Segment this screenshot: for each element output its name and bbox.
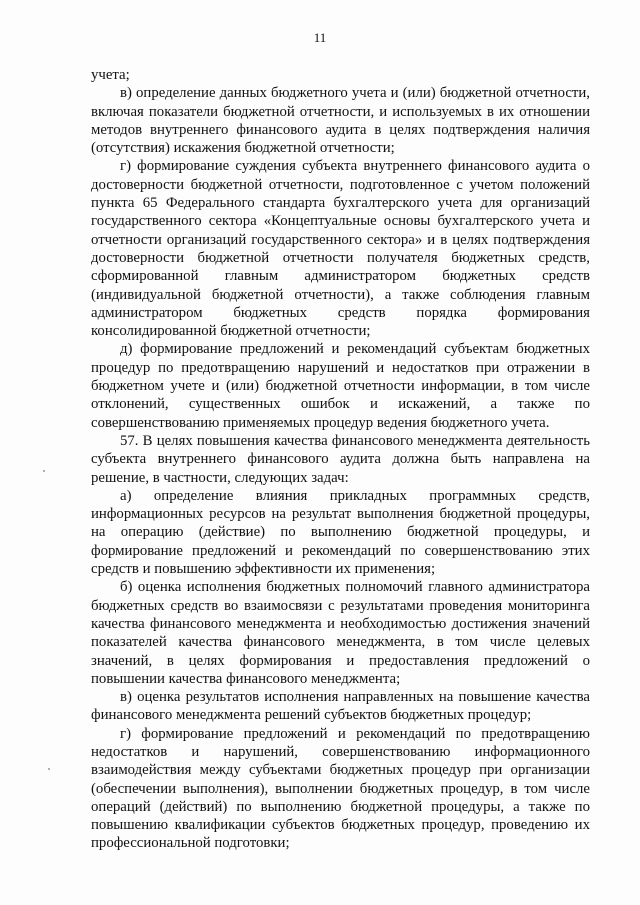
paragraph-task-g: г) формирование предложений и рекомендаций по предотвращению недостатков и нарушений, совершенствованию информационного взаимодействия между субъектами бюджетных процедур при организации (обеспечении выполнения), выполнении бюджетных процедур, в том числе операций (действий) по выполнению бюджетной процедуры, а также по повышению квалификации субъектов бюджетных процедур, проведению их профессиональной подготовки; [91, 725, 590, 852]
paragraph-item-d: д) формирование предложений и рекомендаций субъектам бюджетных процедур по предотвращению нарушений и недостатков при отражении в бюджетном учете и (или) бюджетной отчетности информации, в том числе отклонений, существенных ошибок и искажений, а также по совершенствованию применяемых процедур ведения бюджетного учета. [91, 341, 590, 431]
paragraph-task-a: а) определение влияния прикладных программных средств, информационных ресурсов на результат выполнения бюджетной процедуры, на операцию (действие) по выполнению бюджетной процедуры, и формирование предложений и рекомендаций по совершенствованию этих средств и повышению эффективности их применения; [91, 487, 590, 578]
paragraph-clause-57: 57. В целях повышения качества финансового менеджмента деятельность субъекта внутреннего финансового аудита должна быть направлена на решение, в частности, следующих задач: [91, 432, 590, 486]
paragraph-task-b: б) оценка исполнения бюджетных полномочий главного администратора бюджетных средств во взаимосвязи с результатами проведения мониторинга качества финансового менеджмента и необходимостью достижения значений показателей качества финансового менеджмента, в том числе целевых значений, в целях формирования и предоставления предложений о повышении качества финансового менеджмента; [91, 579, 590, 687]
paragraph-item-v: в) определение данных бюджетного учета и (или) бюджетной отчетности, включая показатели бюджетной отчетности, и используемых в их отношении методов внутреннего финансового аудита в целях подтверждения наличия (отсутствия) искажения бюджетной отчетности; [91, 85, 590, 157]
scan-speck [43, 470, 45, 472]
scan-speck [48, 768, 50, 770]
paragraph-task-v: в) оценка результатов исполнения направленных на повышение качества финансового менеджмента решений субъектов бюджетных процедур; [91, 689, 590, 724]
page-number: 11 [313, 30, 327, 45]
paragraph-continuation: учета; [91, 67, 130, 83]
body-text [91, 66, 590, 853]
paragraph-item-g: г) формирование суждения субъекта внутреннего финансового аудита о достоверности бюджетной отчетности, подготовленное с учетом положений пункта 65 Федерального стандарта бухгалтерского учета для организаций государственного сектора «Концептуальные основы бухгалтерского учета и отчетности организаций государственного сектора» и в целях подтверждения достоверности бюджетной отчетности получателя бюджетных средств, сформированной главным администратором бюджетных средств (индивидуальной бюджетной отчетности), а также соблюдения главным администратором бюджетных средств порядка формирования консолидированной бюджетной отчетности; [91, 158, 590, 340]
